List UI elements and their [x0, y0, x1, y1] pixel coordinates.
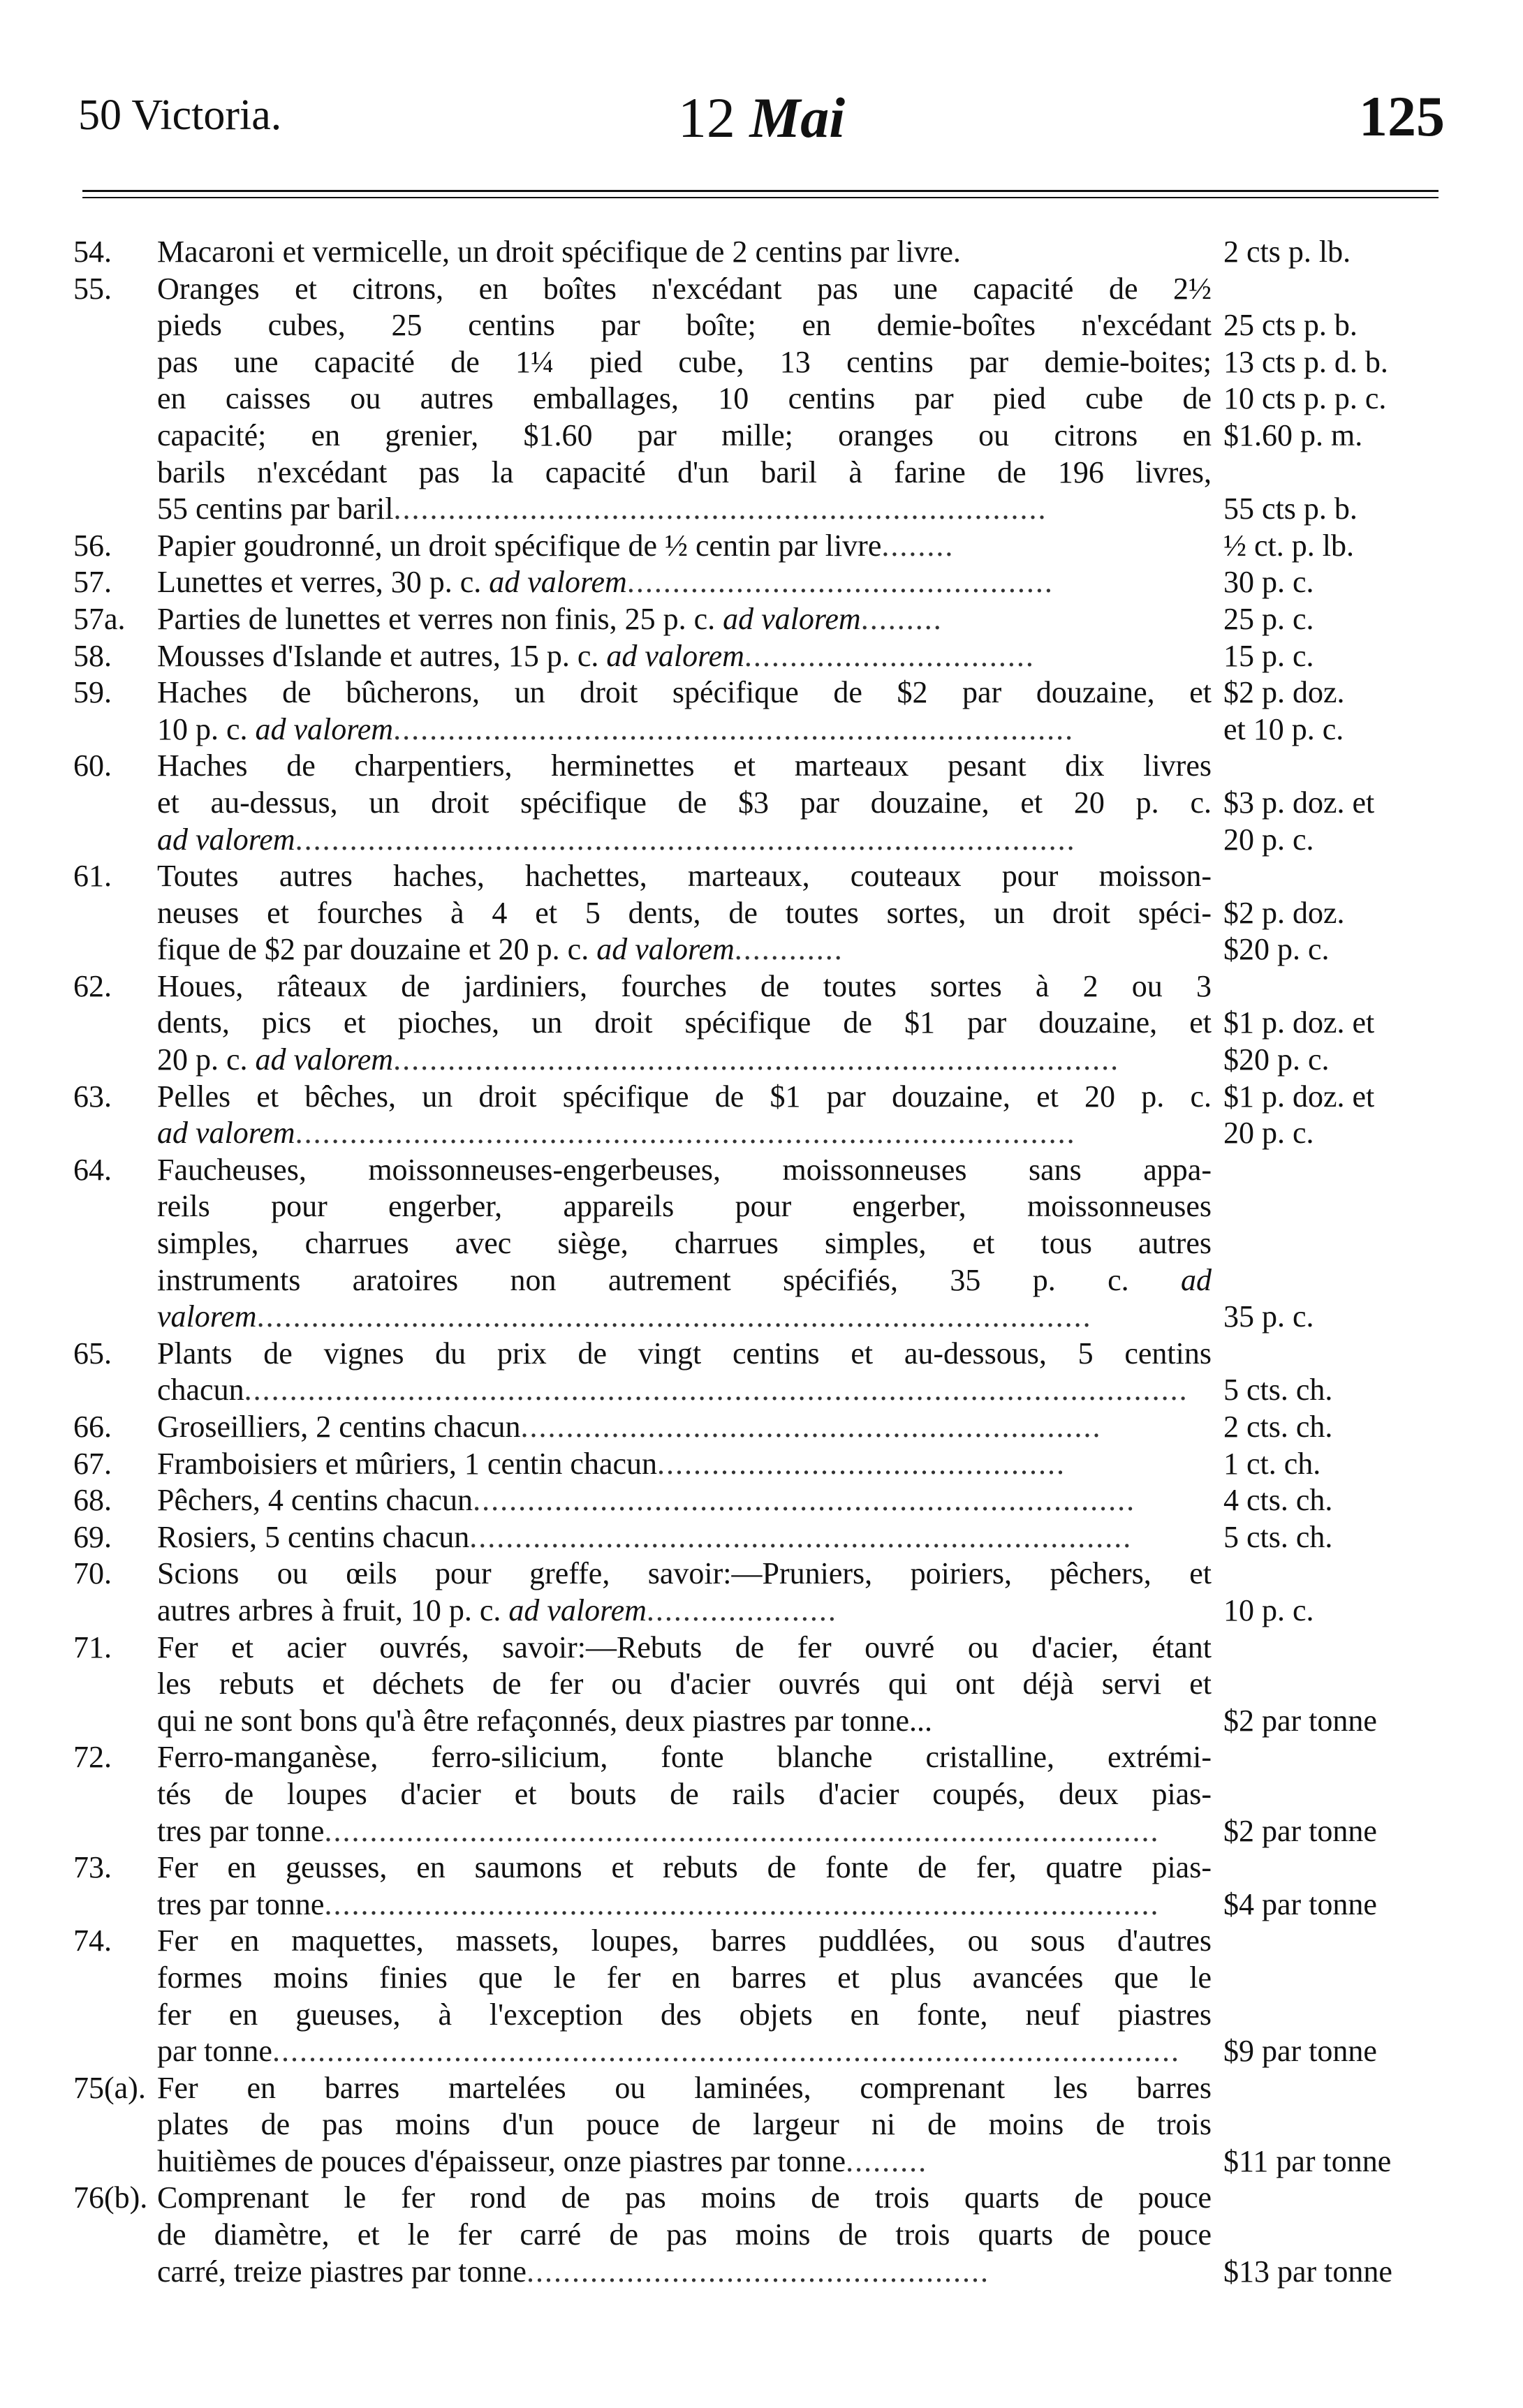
entry-line — [0, 1960, 1523, 1997]
tariff-entries — [0, 234, 1523, 2290]
entry-text — [157, 1960, 1212, 1997]
entry-number: 57a. — [73, 601, 126, 636]
tariff-entry — [0, 1336, 1523, 1409]
entry-line — [0, 895, 1523, 932]
leader-dots: ......... — [860, 601, 943, 636]
entry-text-body: Houes, râteaux de jardiniers, fourches de toutes sortes à 2 ou 3 — [157, 968, 1212, 1003]
entry-rate: $2 p. doz. — [1223, 895, 1345, 930]
entry-text — [157, 1703, 1212, 1740]
header-rule-bottom — [82, 197, 1439, 198]
entry-line — [0, 528, 1523, 565]
entry-italic: ad valorem — [157, 822, 295, 857]
entry-text — [157, 822, 1212, 859]
entry-text — [157, 1188, 1212, 1225]
entry-text-body: fer en gueuses, à l'exception des objets en fonte, neuf piastres — [157, 1997, 1212, 2032]
header-session: 50 Victoria. — [78, 91, 282, 139]
entry-italic: ad valorem — [606, 638, 744, 673]
entry-text — [157, 931, 1212, 968]
entry-text-body: fique de $2 par douzaine et 20 p. c. — [157, 932, 589, 967]
leader-dots: ........................................................................................................ — [244, 1373, 1189, 1408]
entry-text — [157, 1042, 1212, 1079]
entry-number: 57. — [73, 565, 112, 600]
entry-line — [0, 307, 1523, 344]
entry-line — [0, 1556, 1523, 1593]
entry-text — [157, 638, 1212, 675]
entry-line — [0, 491, 1523, 528]
entry-line — [0, 822, 1523, 859]
entry-text — [157, 1739, 1212, 1776]
entry-rate: 13 cts p. d. b. — [1223, 344, 1388, 379]
entry-text-body: capacité; en grenier, $1.60 par mille; oranges ou citrons en — [157, 418, 1212, 452]
entry-text — [157, 1005, 1212, 1042]
entry-text — [157, 528, 1212, 565]
entry-text — [157, 1849, 1212, 1886]
entry-text-body: Macaroni et vermicelle, un droit spécifique de 2 centins par livre. — [157, 235, 961, 269]
entry-text-body: Fer et acier ouvrés, savoir:—Rebuts de fer ouvré ou d'acier, étant — [157, 1630, 1212, 1664]
entry-rate: $1 p. doz. et — [1223, 1005, 1375, 1040]
entry-number: 74. — [73, 1923, 112, 1958]
entry-text — [157, 1886, 1212, 1923]
entry-text-body: tres par tonne — [157, 1886, 325, 1921]
leader-dots: ........ — [881, 528, 955, 563]
tariff-entry — [0, 858, 1523, 968]
entry-line — [0, 1997, 1523, 2034]
entry-line — [0, 931, 1523, 968]
entry-rate: $2 par tonne — [1223, 1813, 1377, 1848]
entry-text-body: en caisses ou autres emballages, 10 centins par pied cube de — [157, 381, 1212, 416]
entry-text — [157, 1336, 1212, 1373]
entry-line — [0, 1079, 1523, 1116]
entry-line — [0, 1005, 1523, 1042]
entry-text-body: Oranges et citrons, en boîtes n'excédant pas une capacité de 2½ — [157, 271, 1212, 306]
entry-number: 62. — [73, 968, 112, 1003]
tariff-entry — [0, 1446, 1523, 1483]
entry-text — [157, 674, 1212, 711]
entry-line — [0, 601, 1523, 638]
tariff-entry — [0, 1519, 1523, 1556]
header-month: Mai — [749, 86, 846, 149]
entry-line — [0, 2180, 1523, 2217]
leader-dots: ................................................................................ — [393, 1042, 1120, 1077]
leader-dots: ...................................................................................... — [295, 1116, 1076, 1151]
entry-italic: ad valorem — [508, 1593, 647, 1627]
entry-number: 67. — [73, 1446, 112, 1481]
entry-rate: 15 p. c. — [1223, 638, 1314, 673]
entry-text-body: autres arbres à fruit, 10 p. c. — [157, 1593, 501, 1627]
entry-text-body: Framboisiers et mûriers, 1 centin chacun — [157, 1446, 658, 1481]
entry-rate: $11 par tonne — [1223, 2143, 1392, 2178]
entry-text — [157, 564, 1212, 601]
entry-line — [0, 234, 1523, 271]
entry-number: 63. — [73, 1079, 112, 1114]
tariff-entry — [0, 271, 1523, 528]
entry-rate: 5 cts. ch. — [1223, 1519, 1333, 1554]
entry-line — [0, 1042, 1523, 1079]
entry-line — [0, 2106, 1523, 2143]
leader-dots: .................................................................................................... — [272, 2034, 1180, 2069]
entry-rate: $13 par tonne — [1223, 2254, 1392, 2289]
entry-text-body: Mousses d'Islande et autres, 15 p. c. — [157, 638, 599, 673]
entry-line — [0, 564, 1523, 601]
entry-line — [0, 638, 1523, 675]
entry-italic: ad valorem — [255, 1042, 394, 1077]
entry-rate: $1 p. doz. et — [1223, 1079, 1375, 1114]
page-number: 125 — [1359, 84, 1445, 148]
entry-number: 60. — [73, 748, 112, 783]
leader-dots: ............................................................................................ — [256, 1299, 1092, 1334]
entry-text-body: par tonne — [157, 2034, 272, 2069]
entry-text-body: Fer en barres martelées ou laminées, comprenant les barres — [157, 2070, 1212, 2105]
entry-line — [0, 1152, 1523, 1189]
entry-line — [0, 2143, 1523, 2180]
leader-dots: ........................................................................... — [393, 711, 1075, 746]
entry-rate: $3 p. doz. et — [1223, 785, 1375, 820]
tariff-entry — [0, 234, 1523, 271]
entry-number: 66. — [73, 1410, 112, 1444]
entry-text — [157, 344, 1212, 381]
entry-text-body: Haches de charpentiers, herminettes et marteaux pesant dix livres — [157, 748, 1212, 783]
entry-text-body: barils n'excédant pas la capacité d'un baril à farine de 196 livres, — [157, 455, 1212, 489]
entry-text — [157, 1079, 1212, 1116]
entry-line — [0, 1225, 1523, 1262]
entry-text — [157, 2106, 1212, 2143]
tariff-entry — [0, 2070, 1523, 2180]
entry-text — [157, 748, 1212, 785]
entry-text — [157, 1519, 1212, 1556]
entry-text — [157, 1225, 1212, 1262]
entry-text-body: Pelles et bêches, un droit spécifique de $1 par douzaine, et 20 p. c. — [157, 1079, 1212, 1114]
entry-italic: ad — [1181, 1262, 1212, 1297]
entry-rate: $2 p. doz. — [1223, 675, 1345, 710]
entry-text — [157, 491, 1212, 528]
entry-rate: 20 p. c. — [1223, 822, 1314, 857]
entry-line — [0, 418, 1523, 455]
leader-dots: ............................................................................................ — [324, 1886, 1160, 1921]
tariff-entry — [0, 1849, 1523, 1923]
entry-italic: ad valorem — [489, 565, 627, 600]
entry-line — [0, 271, 1523, 308]
entry-text — [157, 1776, 1212, 1813]
page-header — [0, 77, 1523, 161]
entry-rate: 35 p. c. — [1223, 1299, 1314, 1334]
entry-line — [0, 1336, 1523, 1373]
entry-number: 69. — [73, 1519, 112, 1554]
entry-text-body: instruments aratoires non autrement spécifiés, 35 p. c. — [157, 1262, 1129, 1297]
entry-text-body: 20 p. c. — [157, 1042, 248, 1077]
leader-dots: ........................................................................ — [393, 492, 1047, 526]
entry-line — [0, 2070, 1523, 2107]
tariff-entry — [0, 1079, 1523, 1152]
entry-rate: 1 ct. ch. — [1223, 1446, 1321, 1481]
entry-text — [157, 1923, 1212, 1960]
entry-line — [0, 1409, 1523, 1446]
entry-text-body: Fer en maquettes, massets, loupes, barres puddlées, ou sous d'autres — [157, 1923, 1212, 1958]
entry-text — [157, 418, 1212, 455]
tariff-entry — [0, 748, 1523, 858]
entry-text — [157, 1813, 1212, 1850]
entry-italic: valorem — [157, 1299, 257, 1334]
header-day: 12 — [677, 86, 735, 149]
entry-italic: ad valorem — [255, 711, 394, 746]
entry-text-body: Lunettes et verres, 30 p. c. — [157, 565, 482, 600]
entry-line — [0, 1703, 1523, 1740]
entry-text — [157, 1556, 1212, 1593]
entry-text-body: tés de loupes d'acier et bouts de rails d'acier coupés, deux pias- — [157, 1776, 1212, 1811]
entry-text — [157, 2070, 1212, 2107]
entry-line — [0, 1482, 1523, 1519]
entry-rate: $2 par tonne — [1223, 1703, 1377, 1738]
entry-text-body: Plants de vignes du prix de vingt centins et au-dessous, 5 centins — [157, 1336, 1212, 1371]
entry-line — [0, 1886, 1523, 1923]
entry-line — [0, 674, 1523, 711]
entry-rate: $4 par tonne — [1223, 1886, 1377, 1921]
entry-line — [0, 2217, 1523, 2254]
entry-text-body: Groseilliers, 2 centins chacun — [157, 1410, 521, 1444]
entry-line — [0, 2033, 1523, 2070]
tariff-entry — [0, 1739, 1523, 1849]
tariff-entry — [0, 638, 1523, 675]
entry-rate: $1.60 p. m. — [1223, 418, 1363, 452]
tariff-entry — [0, 528, 1523, 565]
entry-rate: 4 cts. ch. — [1223, 1483, 1333, 1518]
entry-text — [157, 1409, 1212, 1446]
entry-text — [157, 2180, 1212, 2217]
entry-text-body: 55 centins par baril — [157, 492, 394, 526]
entry-text — [157, 2254, 1212, 2291]
entry-number: 56. — [73, 528, 112, 563]
entry-italic: ad valorem — [157, 1116, 295, 1151]
entry-rate: 25 cts p. b. — [1223, 308, 1358, 343]
entry-rate: 2 cts. ch. — [1223, 1410, 1333, 1444]
entry-line — [0, 455, 1523, 492]
leader-dots: ......... — [846, 2143, 928, 2178]
entry-number: 76(b). — [73, 2180, 148, 2215]
tariff-entry — [0, 674, 1523, 748]
entry-number: 73. — [73, 1850, 112, 1885]
tariff-entry — [0, 2180, 1523, 2290]
entry-number: 61. — [73, 859, 112, 894]
entry-text — [157, 2217, 1212, 2254]
tariff-entry — [0, 1630, 1523, 1740]
entry-rate: $20 p. c. — [1223, 1042, 1330, 1077]
entry-text — [157, 307, 1212, 344]
entry-text-body: Faucheuses, moissonneuses-engerbeuses, moissonneuses sans appa- — [157, 1152, 1212, 1187]
entry-line — [0, 785, 1523, 822]
entry-italic: ad valorem — [723, 601, 861, 636]
entry-number: 71. — [73, 1630, 112, 1664]
entry-line — [0, 1739, 1523, 1776]
entry-number: 55. — [73, 271, 112, 306]
entry-rate: 10 p. c. — [1223, 1593, 1314, 1627]
entry-text — [157, 1152, 1212, 1189]
entry-text-body: 10 p. c. — [157, 711, 248, 746]
entry-line — [0, 1666, 1523, 1703]
entry-text-body: Parties de lunettes et verres non finis, 25 p. c. — [157, 601, 716, 636]
entry-rate: 5 cts. ch. — [1223, 1373, 1333, 1408]
leader-dots: ......................................................................... — [469, 1519, 1133, 1554]
entry-rate: 25 p. c. — [1223, 601, 1314, 636]
entry-line — [0, 748, 1523, 785]
entry-text — [157, 895, 1212, 932]
tariff-entry — [0, 1482, 1523, 1519]
entry-line — [0, 1776, 1523, 1813]
entry-text — [157, 1115, 1212, 1152]
entry-text-body: pas une capacité de 1¼ pied cube, 13 centins par demie-boites; — [157, 344, 1212, 379]
entry-text — [157, 785, 1212, 822]
entry-text — [157, 1630, 1212, 1667]
entry-rate: 55 cts p. b. — [1223, 492, 1358, 526]
entry-text-body: tres par tonne — [157, 1813, 325, 1848]
entry-text-body: de diamètre, et le fer carré de pas moins de trois quarts de pouce — [157, 2217, 1212, 2252]
entry-number: 65. — [73, 1336, 112, 1371]
entry-number: 72. — [73, 1740, 112, 1775]
entry-line — [0, 1630, 1523, 1667]
entry-text — [157, 234, 1212, 271]
leader-dots: ............................................................................................ — [324, 1813, 1160, 1848]
leader-dots: ............................................... — [626, 565, 1054, 600]
entry-rate: et 10 p. c. — [1223, 711, 1344, 746]
entry-number: 75(a). — [73, 2070, 146, 2105]
header-rule-top — [82, 190, 1439, 192]
entry-text-body: simples, charrues avec siège, charrues simples, et tous autres — [157, 1226, 1212, 1261]
entry-text-body: huitièmes de pouces d'épaisseur, onze piastres par tonne — [157, 2143, 846, 2178]
entry-text — [157, 711, 1212, 748]
entry-line — [0, 1299, 1523, 1336]
entry-line — [0, 1446, 1523, 1483]
entry-text-body: neuses et fourches à 4 et 5 dents, de toutes sortes, un droit spéci- — [157, 895, 1212, 930]
entry-line — [0, 2254, 1523, 2291]
entry-text-body: formes moins finies que le fer en barres et plus avancées que le — [157, 1960, 1212, 1995]
entry-text-body: qui ne sont bons qu'à être refaçonnés, deux piastres par tonne... — [157, 1703, 933, 1738]
entry-number: 59. — [73, 675, 112, 710]
entry-rate: 20 p. c. — [1223, 1116, 1314, 1151]
tariff-entry — [0, 1556, 1523, 1629]
entry-text — [157, 858, 1212, 895]
entry-text — [157, 2143, 1212, 2180]
entry-line — [0, 1813, 1523, 1850]
entry-line — [0, 1262, 1523, 1299]
entry-line — [0, 1372, 1523, 1409]
entry-line — [0, 858, 1523, 895]
entry-text — [157, 271, 1212, 308]
entry-rate: 10 cts p. p. c. — [1223, 381, 1387, 416]
entry-rate: $9 par tonne — [1223, 2034, 1377, 2069]
entry-text — [157, 1997, 1212, 2034]
entry-text-body: Fer en geusses, en saumons et rebuts de fonte de fer, quatre pias- — [157, 1850, 1212, 1885]
entry-text — [157, 1262, 1212, 1299]
entry-text — [157, 1446, 1212, 1483]
leader-dots: ............................................. — [657, 1446, 1066, 1481]
entry-text-body: plates de pas moins d'un pouce de largeur ni de moins de trois — [157, 2107, 1212, 2142]
entry-line — [0, 1849, 1523, 1886]
entry-text — [157, 601, 1212, 638]
entry-number: 64. — [73, 1152, 112, 1187]
entry-text — [157, 968, 1212, 1005]
tariff-entry — [0, 1923, 1523, 2069]
tariff-entry — [0, 1409, 1523, 1446]
tariff-entry — [0, 968, 1523, 1079]
entry-line — [0, 344, 1523, 381]
entry-text — [157, 1299, 1212, 1336]
entry-number: 70. — [73, 1556, 112, 1591]
entry-line — [0, 381, 1523, 418]
tariff-entry — [0, 564, 1523, 601]
entry-text — [157, 381, 1212, 418]
entry-text-body: les rebuts et déchets de fer ou d'acier ouvrés qui ont déjà servi et — [157, 1667, 1212, 1701]
entry-italic: ad valorem — [596, 932, 735, 967]
entry-text-body: pieds cubes, 25 centins par boîte; en demie-boîtes n'excédant — [157, 308, 1212, 343]
entry-text-body: carré, treize piastres par tonne — [157, 2254, 527, 2289]
header-date — [0, 85, 1523, 151]
leader-dots: ............ — [734, 932, 844, 967]
entry-text — [157, 455, 1212, 492]
entry-rate: ½ ct. p. lb. — [1223, 528, 1354, 563]
leader-dots: ................................................... — [526, 2254, 989, 2289]
entry-text — [157, 1593, 1212, 1630]
leader-dots: ..................... — [646, 1593, 837, 1627]
entry-text-body: Comprenant le fer rond de pas moins de trois quarts de pouce — [157, 2180, 1212, 2215]
entry-text-body: reils pour engerber, appareils pour engerber, moissonneuses — [157, 1189, 1212, 1224]
entry-text-body: Toutes autres haches, hachettes, marteaux, couteaux pour moisson- — [157, 859, 1212, 894]
tariff-entry — [0, 1152, 1523, 1336]
entry-line — [0, 1593, 1523, 1630]
entry-text-body: Scions ou œils pour greffe, savoir:—Pruniers, poiriers, pêchers, et — [157, 1556, 1212, 1591]
entry-text-body: dents, pics et pioches, un droit spécifique de $1 par douzaine, et — [157, 1005, 1212, 1040]
entry-text — [157, 1372, 1212, 1409]
entry-number: 54. — [73, 235, 112, 269]
entry-rate: 2 cts p. lb. — [1223, 235, 1351, 269]
entry-text — [157, 2033, 1212, 2070]
entry-text — [157, 1482, 1212, 1519]
entry-number: 58. — [73, 638, 112, 673]
entry-text-body: et au-dessus, un droit spécifique de $3 par douzaine, et 20 p. c. — [157, 785, 1212, 820]
entry-text-body: Ferro-manganèse, ferro-silicium, fonte blanche cristalline, extrémi- — [157, 1740, 1212, 1775]
entry-line — [0, 968, 1523, 1005]
entry-text-body: Pêchers, 4 centins chacun — [157, 1483, 473, 1518]
entry-rate: $20 p. c. — [1223, 932, 1330, 967]
tariff-entry — [0, 601, 1523, 638]
leader-dots: ................................................................ — [520, 1410, 1102, 1444]
entry-text-body: Rosiers, 5 centins chacun — [157, 1519, 470, 1554]
entry-line — [0, 711, 1523, 748]
entry-line — [0, 1519, 1523, 1556]
entry-text-body: Papier goudronné, un droit spécifique de ½ centin par livre — [157, 528, 882, 563]
entry-line — [0, 1115, 1523, 1152]
leader-dots: ......................................................................... — [473, 1483, 1136, 1518]
entry-text-body: chacun — [157, 1373, 244, 1408]
entry-line — [0, 1188, 1523, 1225]
entry-number: 68. — [73, 1483, 112, 1518]
entry-text-body: Haches de bûcherons, un droit spécifique de $2 par douzaine, et — [157, 675, 1212, 710]
entry-rate: 30 p. c. — [1223, 565, 1314, 600]
entry-line — [0, 1923, 1523, 1960]
entry-text — [157, 1666, 1212, 1703]
leader-dots: ................................ — [744, 638, 1035, 673]
leader-dots: ...................................................................................... — [295, 822, 1076, 857]
